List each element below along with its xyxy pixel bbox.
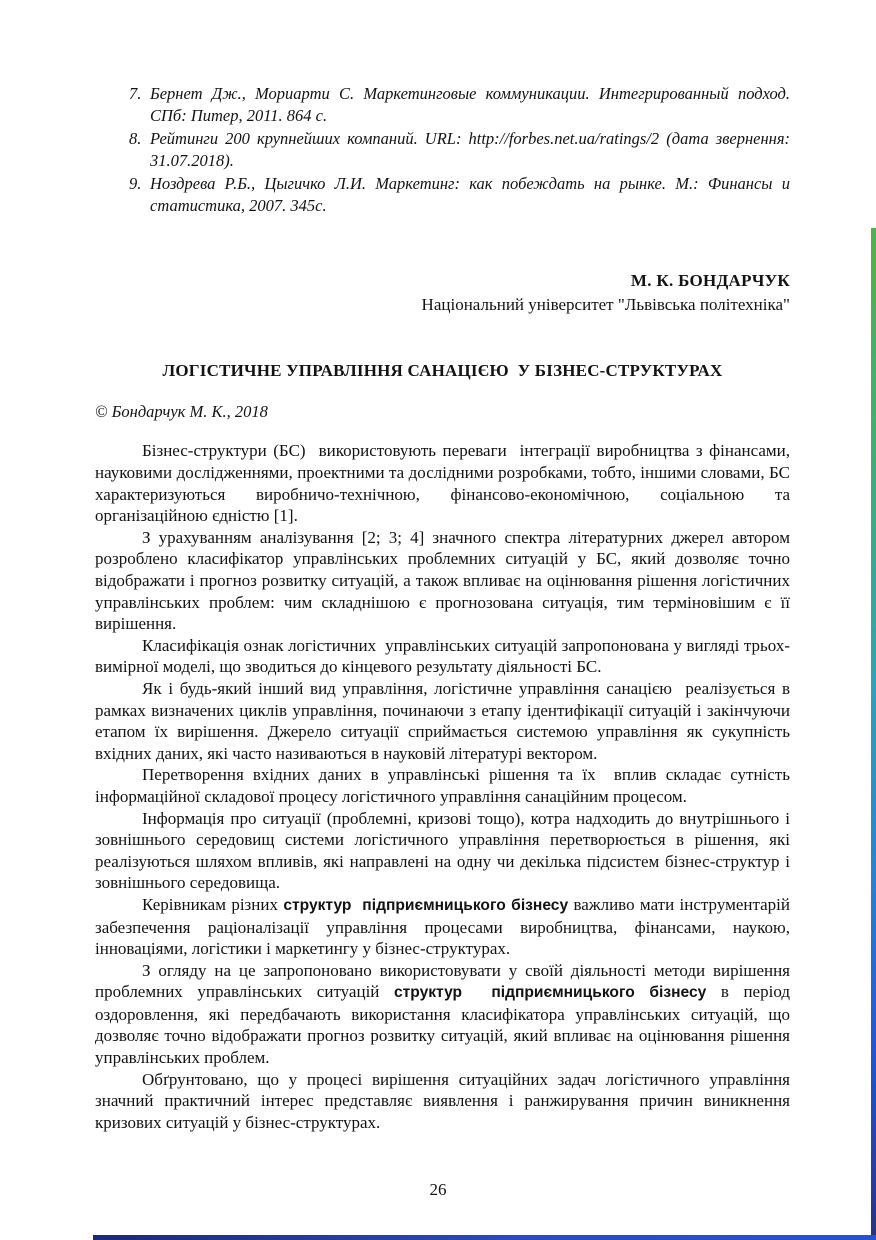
page-number: 26 xyxy=(429,1180,447,1199)
body-paragraph xyxy=(95,635,790,678)
reference-item xyxy=(95,128,790,173)
reference-text: Ноздрева Р.Б., Цыгичко Л.И. Маркетинг: как побеждать на рынке. М.: Финансы и статистика, 2007. 345с. xyxy=(150,173,790,216)
paragraph-text: Обґрунтовано, що у процесі вирішення ситуаційних задач логістичного управління значний практичний інтерес представляє виявлення і ранжирування причин виникнення кризових ситуацій у бізнес-структурах. xyxy=(95,1069,795,1132)
body-paragraph xyxy=(95,1069,795,1134)
reference-item xyxy=(95,83,790,128)
scan-edge-right-stripe xyxy=(871,228,876,1240)
reference-text: Рейтинги 200 крупнейших компаний. URL: http://forbes.net.ua/ratings/2 (дата звернення: 31.07.2018). xyxy=(150,128,790,171)
paragraph-text: З огляду на це запропоновано використовувати у своїй діяльності методи вирішення проблемних управлінських ситуацій xyxy=(95,960,795,1002)
references-list xyxy=(95,83,790,217)
page-content xyxy=(95,0,795,1133)
paragraph-text: Перетворення вхідних даних в управлінські рішення та їх вплив складає сутність інформаційної складової процесу логістичного управління санаційним процесом. xyxy=(95,765,795,806)
author-affiliation: Національний університет "Львівська політехніка" xyxy=(421,295,790,315)
author-block xyxy=(95,269,790,317)
reference-text: Бернет Дж., Мориарти С. Маркетинговые коммуникации. Интегрированный подход. СПб: Питер, 2011. 864 с. xyxy=(150,84,790,126)
body-paragraph xyxy=(95,808,795,894)
paragraph-text: Як і будь-який інший вид управління, логістичне управління санацією реалізується в рамках визначених циклів управління, починаючи з етапу ідентифікації ситуацій і закінчуючи етапом їх вирішення. Джерело ситуації сприймається системою управління як сукупність вхідних даних, які часто називаються в науковій літературі вектором. xyxy=(95,678,795,763)
body-paragraph xyxy=(95,440,795,526)
body-paragraph xyxy=(95,960,795,1069)
paragraph-text: Класифікація ознак логістичних управлінських ситуацій запропонована у вигляді трьох-вимірної моделі, що зводиться до кінцевого результату діяльності БС. xyxy=(95,635,790,677)
bold-term: структур підприємницького бізнесу xyxy=(283,896,569,914)
paragraph-text: в період оздоровлення, які передбачають використання класифікатора управлінських ситуацій, що дозволяє точно відображати прогноз розвитку ситуацій, який впливає на оцінювання рішення управлінських проблем. xyxy=(95,982,795,1068)
body-paragraph xyxy=(95,764,795,807)
scan-edge-bottom-stripe xyxy=(93,1235,876,1240)
paragraph-text: важливо мати інструментарій забезпечення раціоналізації управління процесами виробництва, фінансами, наукою, інноваціями, логістики і маркетингу у бізнес-структурах. xyxy=(95,894,795,959)
paragraph-text: Бізнес-структури (БС) використовують переваги інтеграції виробництва з фінансами, науковими дослідженнями, проектними та дослідними розробками, тобто, іншими словами, БС характеризуються виробничо-технічною, фінансово-економічною, соціальною та організаційною єдністю [1]. xyxy=(95,441,795,526)
body-paragraph xyxy=(95,527,795,635)
copyright-line: © Бондарчук М. К., 2018 xyxy=(95,402,268,422)
reference-number: 8. xyxy=(129,128,142,148)
body-paragraph xyxy=(95,678,795,764)
article-title: ЛОГІСТИЧНЕ УПРАВЛІННЯ САНАЦІЄЮ У БІЗНЕС-СТРУКТУРАХ xyxy=(162,361,723,381)
paragraph-text: З урахуванням аналізування [2; 3; 4] значного спектра літературних джерел автором розроблено класифікатор управлінських проблемних ситуацій у БС, який дозволяє точно відображати і прогноз розвитку ситуацій, а також впливає на оцінювання рішення логістичних управлінських проблем: чим складнішою є прогнозована ситуація, тим терміновішим є її вирішення. xyxy=(95,527,795,634)
reference-number: 7. xyxy=(129,84,142,103)
author-name: М. К. БОНДАРЧУК xyxy=(630,271,790,291)
paragraph-text: Керівникам різних xyxy=(142,894,284,914)
paragraph-text: Інформація про ситуації (проблемні, кризові тощо), котра надходить до внутрішнього і зовнішнього середовищ системи логістичного управління перетворюється в рішення, які реалізуються шляхом впливів, які направлені на одну чи декілька підсистем бізнес-структур і зовнішнього середовища. xyxy=(95,808,795,893)
article-body xyxy=(95,440,795,1133)
bold-term: структур підприємницького бізнесу xyxy=(393,984,707,1002)
reference-item xyxy=(95,173,790,218)
reference-number: 9. xyxy=(129,173,142,193)
body-paragraph xyxy=(95,894,795,960)
